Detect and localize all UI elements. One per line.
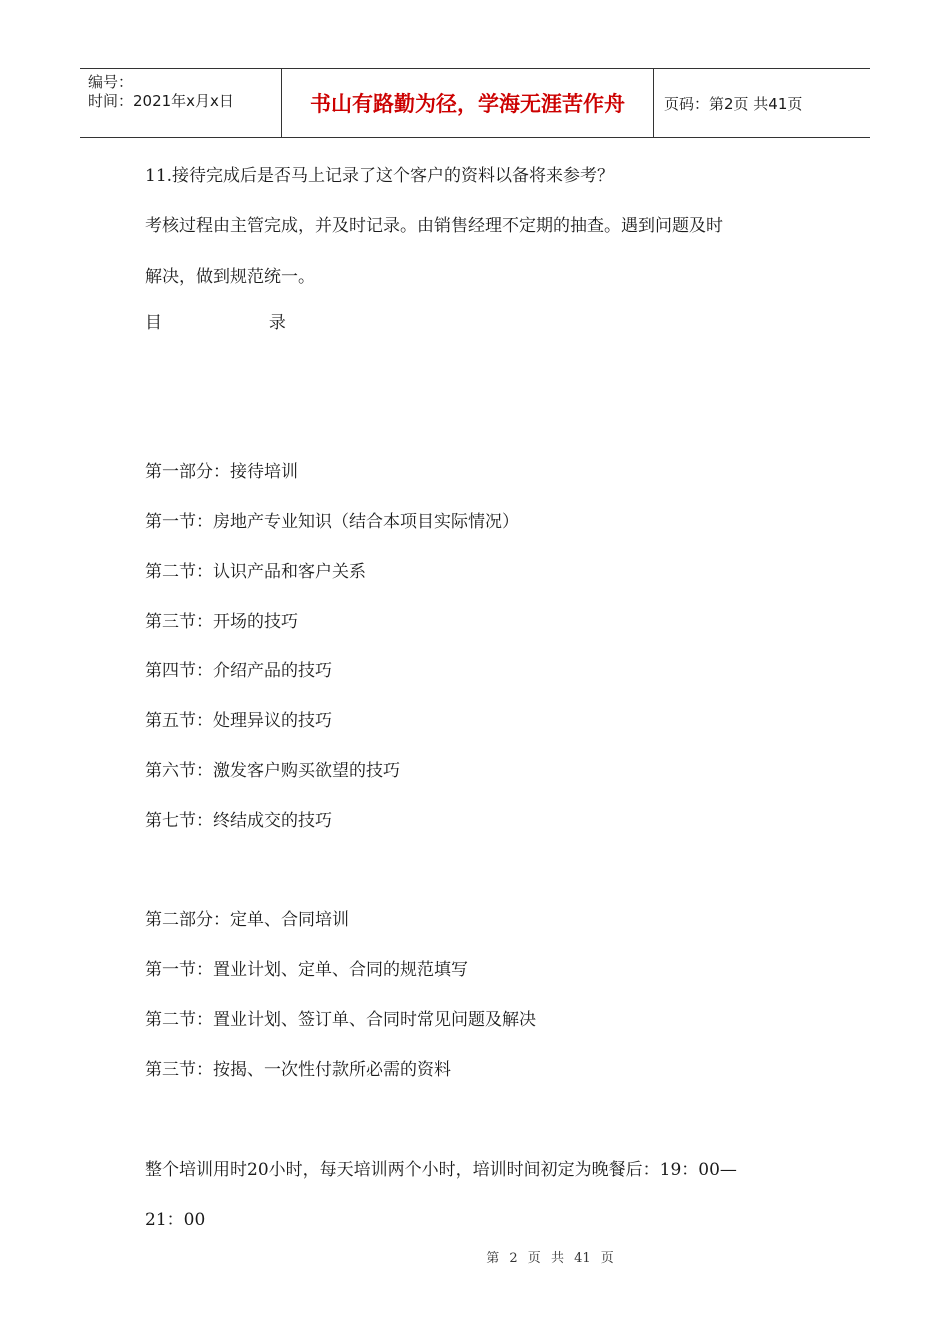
footer-page-word: 第 xyxy=(486,1251,500,1266)
part-1-section: 第四节：介绍产品的技巧 xyxy=(145,661,332,681)
part-2-section: 第三节：按揭、一次性付款所必需的资料 xyxy=(145,1060,451,1080)
schedule-line-1: 整个培训用时20小时，每天培训两个小时，培训时间初定为晚餐后：19：00— xyxy=(145,1160,737,1180)
footer-total-unit: 页 xyxy=(600,1251,614,1266)
footer-total-number: 41 xyxy=(574,1251,591,1266)
question-11: 11.接待完成后是否马上记录了这个客户的资料以备将来参考？ xyxy=(145,166,615,186)
toc-heading xyxy=(145,308,286,333)
header-motto: 书山有路勤为径，学海无涯苦作舟 xyxy=(282,69,654,137)
toc-heading-char-1: 目 xyxy=(145,313,162,333)
header-meta xyxy=(80,69,282,137)
part-1-section: 第一节：房地产专业知识（结合本项目实际情况） xyxy=(145,512,519,532)
part-1-section: 第二节：认识产品和客户关系 xyxy=(145,562,366,582)
schedule-line-2: 21：00 xyxy=(145,1210,206,1230)
footer-page-unit: 页 xyxy=(527,1251,541,1266)
footer-page-number: 2 xyxy=(509,1251,518,1266)
toc-heading-char-2: 录 xyxy=(268,313,286,333)
page-header xyxy=(80,68,870,138)
part-1-title: 第一部分：接待培训 xyxy=(145,462,298,482)
part-1-section: 第六节：激发客户购买欲望的技巧 xyxy=(145,761,400,781)
part-1-section: 第三节：开场的技巧 xyxy=(145,612,298,632)
part-2-section: 第二节：置业计划、签订单、合同时常见问题及解决 xyxy=(145,1010,536,1030)
part-1-section: 第五节：处理异议的技巧 xyxy=(145,711,332,731)
footer-total-word: 共 xyxy=(550,1251,564,1266)
part-2-section: 第一节：置业计划、定单、合同的规范填写 xyxy=(145,960,468,980)
assessment-line-1: 考核过程由主管完成，并及时记录。由销售经理不定期的抽查。遇到问题及时 xyxy=(145,216,723,236)
page-footer xyxy=(0,1247,950,1266)
header-page-info: 页码：第2页 共41页 xyxy=(664,94,803,113)
header-number: 编号： xyxy=(88,73,134,91)
header-time: 时间：2021年x月x日 xyxy=(88,92,234,110)
part-2-title: 第二部分：定单、合同培训 xyxy=(145,910,349,930)
part-1-section: 第七节：终结成交的技巧 xyxy=(145,811,332,831)
assessment-line-2: 解决，做到规范统一。 xyxy=(145,267,315,287)
